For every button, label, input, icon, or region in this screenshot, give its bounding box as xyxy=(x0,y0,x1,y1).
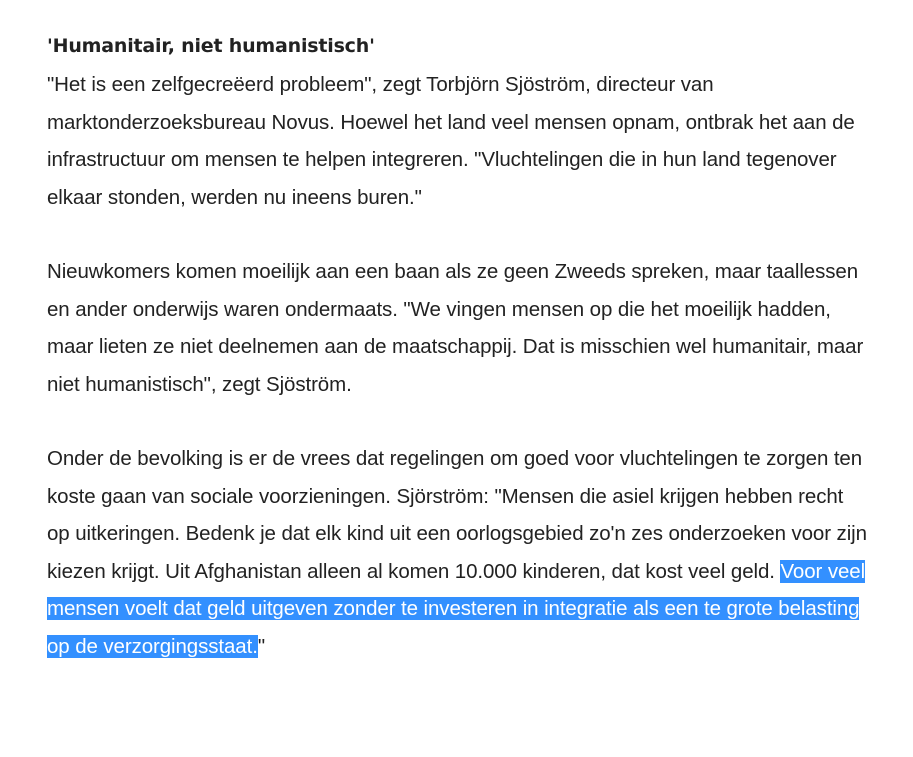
section-heading: 'Humanitair, niet humanistisch' xyxy=(47,35,375,57)
selected-text-highlight[interactable]: Voor veel mensen voelt dat geld uitgeven zonder te investeren in integratie als een te grote belasting op de verzorgingsstaat. xyxy=(47,559,866,658)
paragraph-2: Nieuwkomers komen moeilijk aan een baan als ze geen Zweeds spreken, maar taallessen en ander onderwijs waren ondermaats. "We vingen mensen op die het moeilijk hadden, maar lieten ze niet deelnemen aan de maatschappij. Dat is misschien wel humanitair, maar niet humanistisch", zegt Sjöström. xyxy=(47,260,864,396)
paragraph-3 xyxy=(47,440,867,665)
paragraph-1: "Het is een zelfgecreëerd probleem", zegt Torbjörn Sjöström, directeur van marktonderzoeksbureau Novus. Hoewel het land veel mensen opnam, ontbrak het aan de infrastructuur om mensen te helpen integreren. "Vluchtelingen die in hun land tegenover elkaar stonden, werden nu ineens buren." xyxy=(47,73,855,209)
closing-quote: " xyxy=(257,634,265,658)
paragraph-3-text: Onder de bevolking is er de vrees dat regelingen om goed voor vluchtelingen te zorgen ten koste gaan van sociale voorzieningen. Sjörström: "Mensen die asiel krijgen hebben recht op uitkeringen. Bedenk je dat elk kind uit een oorlogsgebied zo'n zes onderzoeken voor zijn kiezen krijgt. Uit Afghanistan alleen al komen 10.000 kinderen, dat kost veel geld. xyxy=(47,447,867,583)
article-body xyxy=(47,28,867,702)
